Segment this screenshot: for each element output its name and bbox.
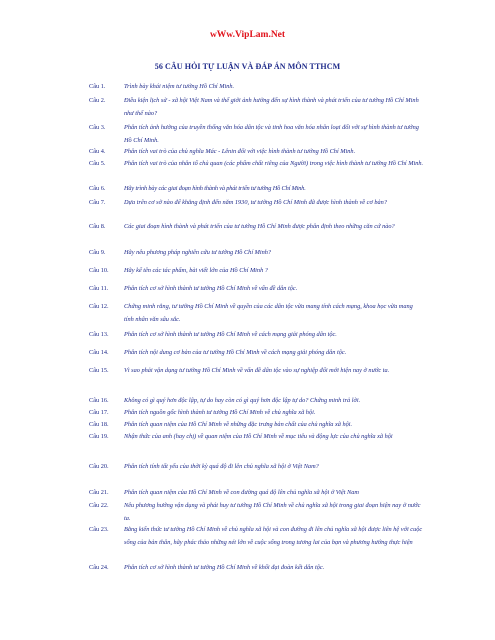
site-watermark[interactable]: wWw.VipLam.Net: [209, 30, 286, 40]
question-text: Phân tích nguồn gốc hình thành tư tưởng Hồ Chí Minh về chủ nghĩa xã hội.: [124, 409, 316, 416]
question-number: Câu 11.: [89, 285, 109, 292]
question-number: Câu 6.: [89, 185, 106, 192]
question-text: Chứng minh rằng, tư tưởng Hồ Chí Minh về quyền của các dân tộc vừa mang tính cách mạng, khoa học vừa mang tính nhân văn sâu sắc.: [124, 303, 413, 323]
question-number: Câu 1.: [89, 83, 106, 90]
question-text: Trình bày khái niệm tư tưởng Hồ Chí Minh.: [124, 83, 235, 90]
question-text: Phân tích cơ sở hình thành tư tưởng Hồ Chí Minh về cách mạng giải phóng dân tộc.: [124, 331, 337, 338]
question-text: Dựa trên cơ sở nào để khẳng định đến năm 1930, tư tưởng Hồ Chí Minh đã được hình thành về cơ bản?: [124, 199, 387, 206]
question-text: Phân tích vai trò của nhân tố chủ quan (các phẩm chất riêng của Người) trong việc hình thành tư tưởng Hồ Chí Minh.: [124, 160, 424, 167]
question-number: Câu 22.: [89, 502, 109, 509]
question-text: Phân tích quan niệm của Hồ Chí Minh về con đường quá độ lên chủ nghĩa xã hội ở Việt Nam: [124, 489, 359, 496]
question-number: Câu 5.: [89, 160, 106, 167]
question-number: Câu 13.: [89, 331, 109, 338]
question-text: Điều kiện lịch sử - xã hội Việt Nam và thế giới ảnh hưởng đến sự hình thành và phát triển của tư tưởng Hồ Chí Minh như thế nào?: [124, 97, 419, 117]
question-number: Câu 16.: [89, 397, 109, 404]
question-number: Câu 12.: [89, 303, 109, 310]
question-number: Câu 21.: [89, 489, 109, 496]
question-text: Phân tích nội dung cơ bản của tư tưởng Hồ Chí Minh về cách mạng giải phóng dân tộc.: [124, 349, 347, 356]
question-text: Phân tích cơ sở hình thành tư tưởng Hồ Chí Minh về vấn đề dân tộc.: [124, 285, 298, 292]
question-number: Câu 3.: [89, 124, 106, 131]
question-number: Câu 9.: [89, 249, 106, 256]
question-text: Phân tích quan niệm của Hồ Chí Minh về những đặc trưng bản chất của chủ nghĩa xã hội.: [124, 421, 353, 428]
question-number: Câu 20.: [89, 463, 109, 470]
question-number: Câu 2.: [89, 97, 106, 104]
question-number: Câu 14.: [89, 349, 109, 356]
question-text: Vì sao phải vận dụng tư tưởng Hồ Chí Minh về vấn đề dân tộc vào sự nghiệp đổi mới hiện nay ở nước ta.: [124, 367, 390, 374]
question-text: Nêu phương hướng vận dụng và phát huy tư tưởng Hồ Chí Minh về chủ nghĩa xã hội trong giai đoạn hiện nay ở nước ta.: [124, 502, 421, 522]
document-title: 56 CÂU HỎI TỰ LUẬN VÀ ĐÁP ÁN MÔN TTHCM: [154, 62, 341, 71]
question-text: Phân tích ảnh hưởng của truyền thống văn hóa dân tộc và tinh hoa văn hóa nhân loại đối với sự hình thành tư tưởng Hồ Chí Minh.: [124, 124, 419, 144]
question-text: Không có gì quý hơn độc lập, tự do hay còn có gì quý hơn độc lập tự do? Chứng minh trả lời.: [124, 397, 361, 404]
question-text: Phân tích cơ sở hình thành tư tưởng Hồ Chí Minh về khối đại đoàn kết dân tộc.: [124, 564, 325, 571]
question-text: Các giai đoạn hình thành và phát triển của tư tưởng Hồ Chí Minh được phân định theo những căn cứ nào?: [124, 223, 395, 230]
question-number: Câu 19.: [89, 433, 109, 440]
question-text: Hãy kể tên các tác phẩm, bài viết lớn của Hồ Chí Minh ?: [124, 267, 268, 274]
question-text: Phân tích vai trò của chủ nghĩa Mác - Lênin đối với việc hình thành tư tưởng Hồ Chí Minh.: [124, 148, 356, 155]
question-number: Câu 23.: [89, 526, 109, 533]
question-number: Câu 24.: [89, 564, 109, 571]
question-text: Bằng kiến thức tư tưởng Hồ Chí Minh về chủ nghĩa xã hội và con đường đi lên chủ nghĩa xã hội được liên hệ với cuộc sống của bản thân, hãy phác thảo những nét lớn về cuộc sống trong tương lai của bạn và phương hướng thực hiện: [124, 526, 423, 546]
question-text: Phân tích tính tất yếu của thời kỳ quá độ đi lên chủ nghĩa xã hội ở Việt Nam?: [124, 463, 319, 470]
question-number: Câu 17.: [89, 409, 109, 416]
question-number: Câu 7.: [89, 199, 106, 206]
question-number: Câu 18.: [89, 421, 109, 428]
question-number: Câu 15.: [89, 367, 109, 374]
question-text: Nhận thức của anh (hay chị) về quan niệm của Hồ Chí Minh về mục tiêu và động lực của chủ nghĩa xã hội: [124, 433, 393, 440]
question-text: Hãy nêu phương pháp nghiên cứu tư tưởng Hồ Chí Minh?: [124, 249, 272, 256]
question-number: Câu 10.: [89, 267, 109, 274]
question-number: Câu 8.: [89, 223, 106, 230]
question-text: Hãy trình bày các giai đoạn hình thành và phát triển tư tưởng Hồ Chí Minh.: [124, 185, 306, 192]
question-number: Câu 4.: [89, 148, 106, 155]
